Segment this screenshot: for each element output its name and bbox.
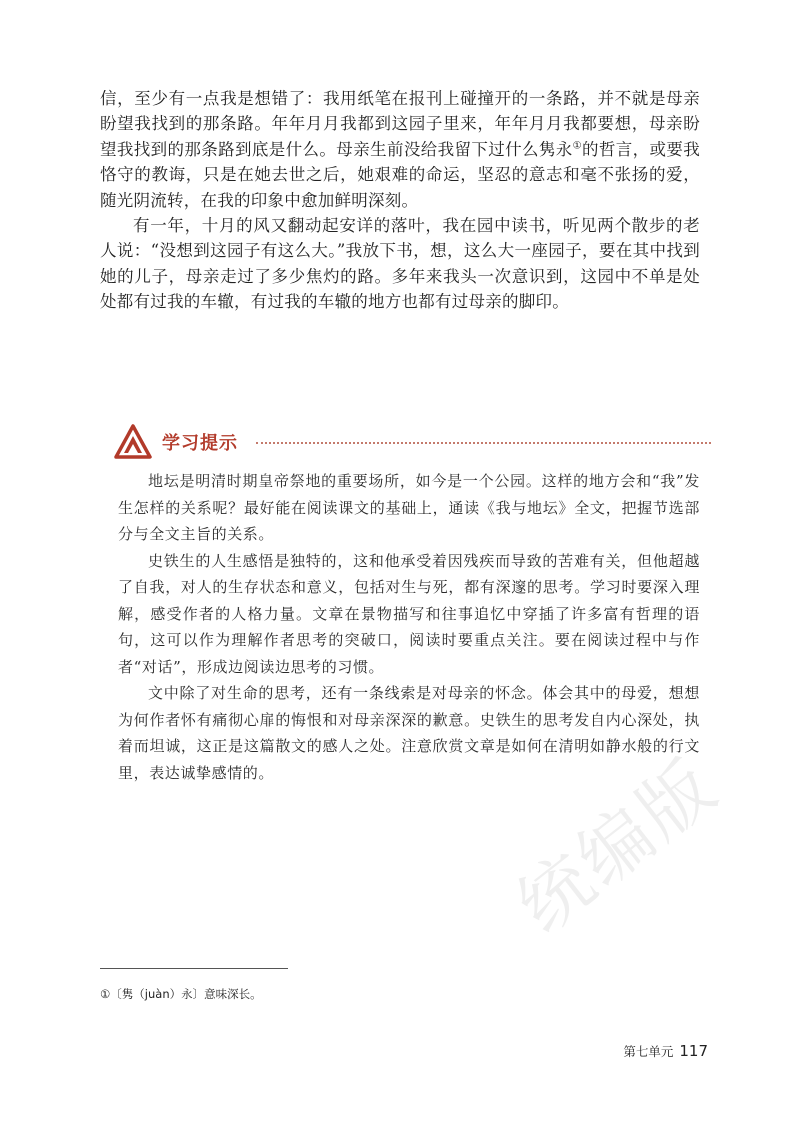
- watermark: 统编版: [501, 742, 734, 949]
- triangle-logo-icon: [114, 424, 152, 460]
- study-tips-title: 学习提示: [162, 433, 238, 454]
- dotted-divider: [256, 442, 711, 444]
- page-footer: [623, 1042, 708, 1060]
- study-tip-paragraph-2: 史铁生的人生感悟是独特的，这和他承受着因残疾而导致的苦难有关，但他超越了自我，对人的生存状态和意义，包括对生与死，都有深邃的思考。学习时要深入理解，感受作者的人格力量。文章在景物描写和往事追忆中穿插了许多富有哲理的语句，这可以作为理解作者思考的突破口，阅读时要重点关注。要在阅读过程中与作者“对话”，形成边阅读边思考的习惯。: [118, 551, 700, 676]
- study-tip-paragraph-1: 地坛是明清时期皇帝祭地的重要场所，如今是一个公园。这样的地方会和“我”发生怎样的关系呢？最好能在阅读课文的基础上，通读《我与地坛》全文，把握节选部分与全文主旨的关系。: [118, 472, 700, 543]
- main-text: [100, 86, 700, 315]
- footnote-divider: [100, 968, 288, 969]
- page-number: 117: [679, 1042, 708, 1060]
- main-paragraph-2: 有一年，十月的风又翻动起安详的落叶，我在园中读书，听见两个散步的老人说：“没想到这园子有这么大。”我放下书，想，这么大一座园子，要在其中找到她的儿子，母亲走过了多少焦灼的路。多年来我头一次意识到，这园中不单是处处都有过我的车辙，有过我的车辙的地方也都有过母亲的脚印。: [100, 216, 700, 312]
- footnote: ①〔隽（juàn）永〕意味深长。: [100, 987, 262, 1001]
- footnote-reference[interactable]: ①: [572, 140, 582, 152]
- main-paragraph-1: 信，至少有一点我是想错了：我用纸笔在报刊上碰撞开的一条路，并不就是母亲盼望我找到的那条路。年年月月我都到这园子里来，年年月月我都要想，母亲盼望我找到的那条路到底是什么。母亲生前没给我留下过什么隽永①的哲言，或要我恪守的教诲，只是在她去世之后，她艰难的命运，坚忍的意志和毫不张扬的爱，随光阴流转，在我的印象中愈加鲜明深刻。: [100, 89, 701, 210]
- unit-label: 第七单元: [623, 1044, 674, 1059]
- study-tips-body: [118, 468, 700, 786]
- study-tips-header: [114, 424, 714, 460]
- study-tip-paragraph-3: 文中除了对生命的思考，还有一条线索是对母亲的怀念。体会其中的母爱，想想为何作者怀有痛彻心扉的悔恨和对母亲深深的歉意。史铁生的思考发自内心深处，执着而坦诚，这正是这篇散文的感人之处。注意欣赏文章是如何在清明如静水般的行文里，表达诚挚感情的。: [118, 684, 700, 782]
